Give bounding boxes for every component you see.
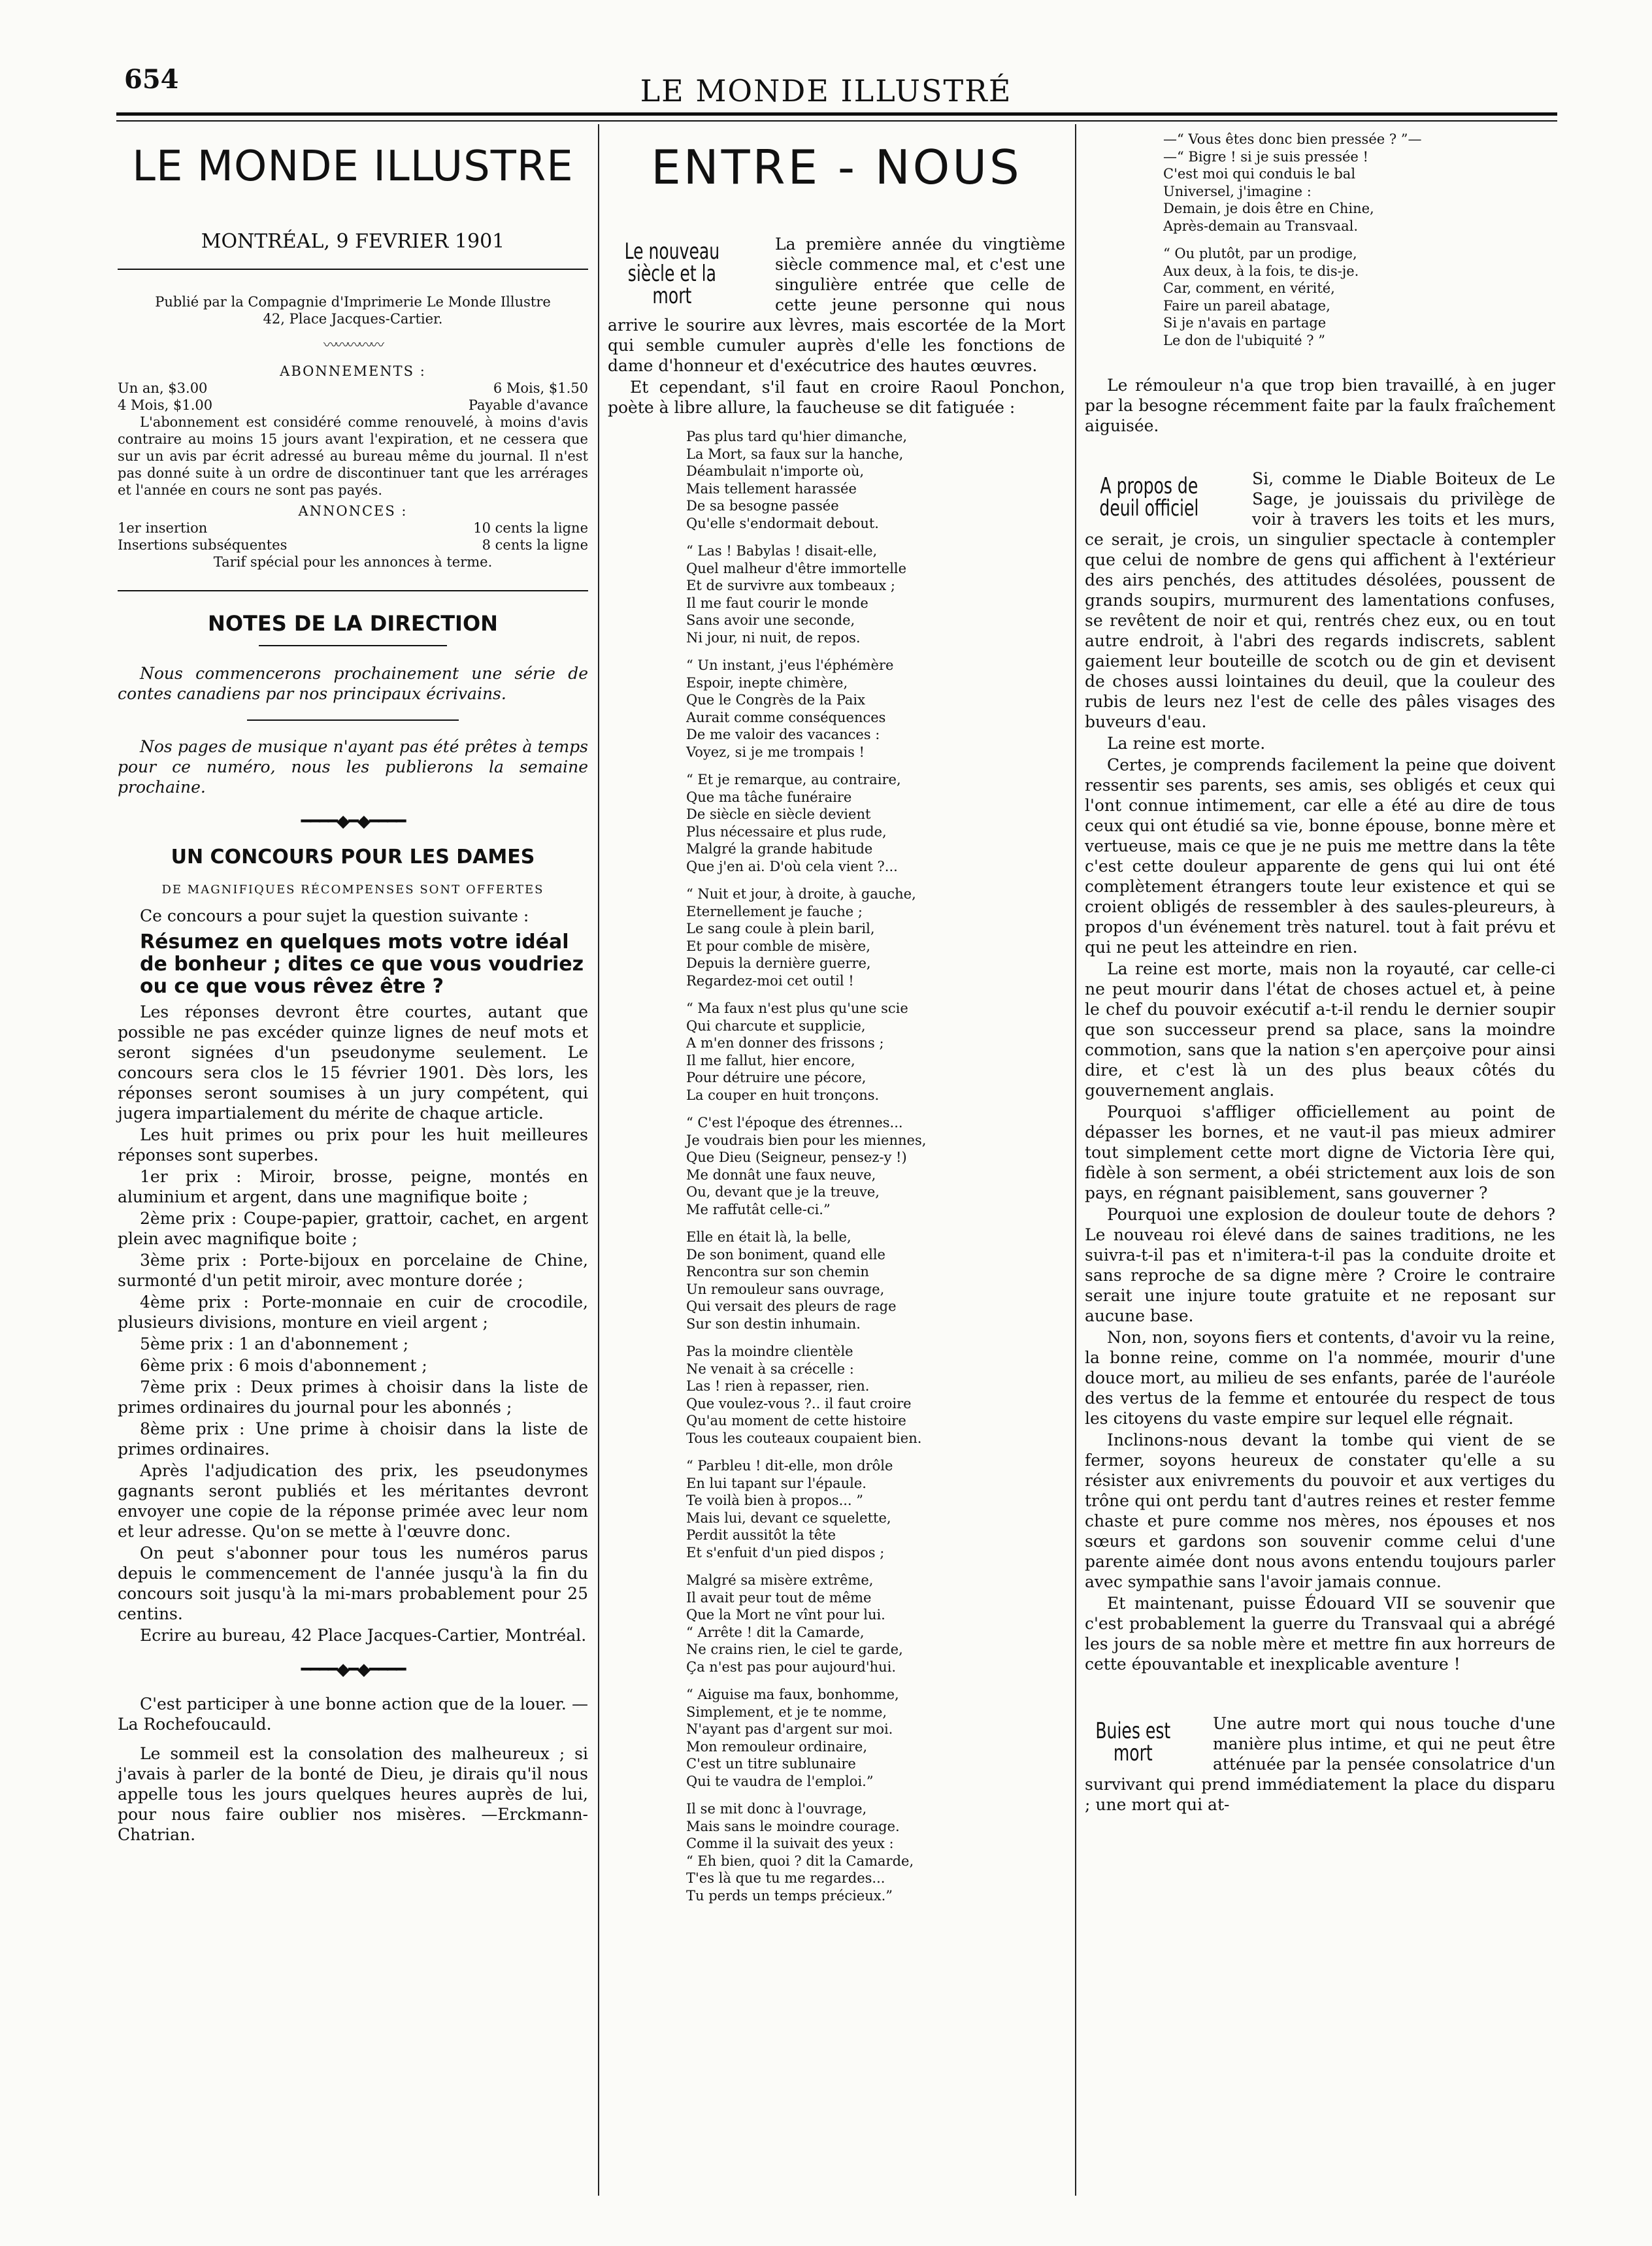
remouleur-paragraph: Le rémouleur n'a que trop bien travaillé, à en juger par la besogne récemment faite par la faulx fraîchement aiguisée. — [1085, 376, 1555, 435]
quote-erckmann-chatrian: Le sommeil est la consolation des malheureux ; si j'avais à parler de la bonté de Dieu, je dirais qu'il nous appelle tous les jours quelques heures auprès de lui, pour nous faire oublier nos misères. —Erckmann-Chatrian. — [118, 1744, 588, 1844]
poem — [608, 428, 1065, 1904]
poem-stanza: Malgré sa misère extrême, Il avait peur tout de même Que la Mort ne vînt pour lui. “ Arrête ! dit la Camarde, Ne crains rien, le ciel te garde, Ça n'est pas pour aujourd'hui. — [686, 1572, 903, 1675]
article-paragraph: Pourquoi s'affliger officiellement au point de dépasser les bornes, et ne vaut-il pas mieux admirer tout simplement cette mort digne de Victoria Ière qui, fidèle à son serment, a obéi strictement aux lois de son pays, en régnant paisiblement, sans gouverner ? — [1085, 1102, 1555, 1202]
side-heading: Le nouveau siècle et la mort — [624, 239, 720, 309]
article-paragraph: Non, non, soyons fiers et contents, d'avoir vu la reine, la bonne reine, comme on l'a nommée, mourir d'une douce mort, au milieu de ses enfants, parée de l'auréole des vertus de la femme et entourée du respect de tous les citoyens du vaste empire sur lequel elle régnait. — [1085, 1328, 1555, 1428]
note-paragraph: Nos pages de musique n'ayant pas été prêtes à temps pour ce numéro, nous les publierons la semaine prochaine. — [118, 737, 588, 797]
poem-stanza: “ C'est l'époque des étrennes... Je voudrais bien pour les miennes, Que Dieu (Seigneur, pensez-y !) Me donnât une faux neuve, Ou, devant que je la treuve, Me raffutât celle-ci.” — [686, 1115, 927, 1217]
contest-paragraph: Après l'adjudication des prix, les pseudonymes gagnants seront publiés et les méritantes devront envoyer une copie de la réponse primée avec leur nom et leur adresse. Qu'on se mette à l'œuvre donc. — [118, 1461, 588, 1541]
article-paragraph: Pourquoi une explosion de douleur toute de dehors ? Le nouveau roi élevé dans de saines traditions, ne les suivra-t-il pas et n'imitera-t-il pas la conduite droite et sans reproche de sa digne mère ? Croire le contraire serait une injure toute gratuite et ne reposant sur aucune base. — [1085, 1205, 1555, 1325]
subscription-row: 4 Mois, $1.00 Payable d'avance — [118, 397, 588, 413]
article-paragraph: Inclinons-nous devant la tombe qui vient de se fermer, soyons heureux de constater qu'elle a su résister aux enivrements du pouvoir et aux vertiges du trône qui ont perdu tant d'autres reines et rester femme chaste et pure comme nos mères, nos épouses et nos sœurs et gardons son souvenir comme celui d'une parente aimée dont nous avons entendu toujours parler avec sympathie sans l'avoir jamais connue. — [1085, 1430, 1555, 1591]
note-paragraph: Nous commencerons prochainement une série de contes canadiens par nos principaux écrivains. — [118, 664, 588, 703]
poem-stanza: —“ Vous êtes donc bien pressée ? ”— —“ Bigre ! si je suis pressée ! C'est moi qui conduis le bal Universel, j'imagine : Demain, je dois être en Chine, Après-demain au Transvaal. — [1163, 131, 1422, 234]
lead-paragraph: Et cependant, s'il faut en croire Raoul Ponchon, poète à libre allure, la faucheuse se dit fatiguée : — [608, 378, 1065, 417]
prize-item: 2ème prix : Coupe-papier, grattoir, cachet, en argent plein avec magnifique boite ; — [118, 1209, 588, 1248]
contest-paragraph: Les huit primes ou prix pour les huit meilleures réponses sont superbes. — [118, 1125, 588, 1164]
article-paragraph: La reine est morte. — [1107, 734, 1266, 753]
contest-subheading: DE MAGNIFIQUES RÉCOMPENSES SONT OFFERTES — [161, 883, 544, 897]
page-number: 654 — [124, 64, 179, 95]
poem-stanza: “ Parbleu ! dit-elle, mon drôle En lui tapant sur l'épaule. Te voilà bien à propos... ” Mais lui, devant ce squelette, Perdit aussitôt la tête Et s'enfuit d'un pied dispos ; — [686, 1458, 893, 1561]
short-rule — [259, 645, 447, 646]
contest-paragraph: On peut s'abonner pour tous les numéros parus depuis le commencement de l'année jusqu'à la fin du concours soit jusqu'à la mi-mars probablement pour 25 centins. — [118, 1544, 588, 1623]
prize-item: 3ème prix : Porte-bijoux en porcelaine de Chine, surmonté d'un petit miroir, avec monture dorée ; — [118, 1251, 588, 1290]
poem-stanza: Pas la moindre clientèle Ne venait à sa crécelle : Las ! rien à repasser, rien. Que voulez-vous ?.. il faut croire Qu'au moment de cette histoire Tous les couteaux coupaient bien. — [686, 1344, 922, 1446]
buies-paragraph: Une autre mort qui nous touche d'une manière plus intime, et qui ne peut être atténuée par la pensée consolatrice d'un survivant qui prend immédiatement la place du disparu ; une mort qui at- — [1085, 1714, 1555, 1814]
publisher-line: Publié par la Compagnie d'Imprimerie Le Monde Illustre — [155, 294, 551, 310]
masthead: LE MONDE ILLUSTRE — [132, 142, 574, 191]
contest-heading: UN CONCOURS POUR LES DAMES — [171, 846, 535, 868]
wave-ornament: 〰〰〰〰〰 — [323, 337, 382, 353]
prize-item: 7ème prix : Deux primes à choisir dans la liste de primes ordinaires du journal pour les abonnés ; — [118, 1378, 588, 1417]
ads-row: Insertions subséquentes 8 cents la ligne — [118, 537, 588, 553]
contest-intro: Ce concours a pour sujet la question suivante : — [140, 906, 529, 925]
prize-item: 4ème prix : Porte-monnaie en cuir de crocodile, plusieurs divisions, monture en vieil argent ; — [118, 1293, 588, 1332]
poem-stanza: “ Et je remarque, au contraire, Que ma tâche funéraire De siècle en siècle devient Plus nécessaire et plus rude, Malgré la grande habitude Que j'en ai. D'où cela vient ?... — [686, 772, 901, 874]
quote-rochefoucauld: C'est participer à une bonne action que de la louer. —La Rochefoucauld. — [118, 1694, 588, 1734]
subscription-row: Un an, $3.00 6 Mois, $1.50 — [118, 380, 588, 396]
article-paragraph: La reine est morte, mais non la royauté, car celle-ci ne peut mourir dans l'état de choses actuel et, à peine le chef du pouvoir exécutif a-t-il rendu le dernier soupir que son successeur prend sa place, sans la moindre commotion, sans que la nation s'en aperçoive pour ainsi dire, et c'est là un des plus beaux côtés du gouvernement anglais. — [1085, 959, 1555, 1100]
contest-question: Résumez en quelques mots votre idéal de bonheur ; dites ce que vous voudriez ou ce que vous rêvez être ? — [140, 931, 584, 998]
section-title: ENTRE - NOUS — [651, 140, 1022, 195]
poem-stanza: “ Ou plutôt, par un prodige, Aux deux, à la fois, te dis-je. Car, comment, en vérité, Faire un pareil abatage, Si je n'avais en partage Le don de l'ubiquité ? ” — [1163, 246, 1359, 348]
header-rule — [116, 112, 1557, 116]
deuil-block — [1085, 469, 1555, 732]
publisher-address: 42, Place Jacques-Cartier. — [263, 311, 443, 327]
subscriptions-heading: ABONNEMENTS : — [280, 363, 426, 379]
buies-block — [1085, 1713, 1555, 1815]
poem-stanza: Elle en était là, la belle, De son boniment, quand elle Rencontra sur son chemin Un remouleur sans ouvrage, Qui versait des pleurs de rage Sur son destin inhumain. — [686, 1229, 897, 1332]
prize-item: 5ème prix : 1 an d'abonnement ; — [140, 1334, 409, 1353]
ads-note: Tarif spécial pour les annonces à terme. — [213, 554, 493, 570]
section-rule — [118, 590, 588, 591]
side-heading: A propos de deuil officiel — [1099, 473, 1199, 521]
poem-stanza: “ Las ! Babylas ! disait-elle, Quel malheur d'être immortelle Et de survivre aux tombeaux ; Il me faut courir le monde Sans avoir une seconde, Ni jour, ni nuit, de repos. — [686, 543, 907, 646]
running-head: LE MONDE ILLUSTRÉ — [640, 73, 1012, 108]
side-heading: Buies est mort — [1095, 1718, 1171, 1766]
column-1 — [118, 131, 588, 1846]
dateline-rule — [118, 269, 588, 270]
dateline: MONTRÉAL, 9 FEVRIER 1901 — [201, 230, 505, 253]
poem-stanza: Pas plus tard qu'hier dimanche, La Mort, sa faux sur la hanche, Déambulait n'importe où, Mais tellement harassée De sa besogne passée Qu'elle s'endormait debout. — [686, 429, 908, 531]
lead-paragraph: La première année du vingtième siècle commence mal, et c'est une singulière entrée que celle de cette jeune personne qui nous arrive le sourire aux lèvres, mais escortée de la Mort qui semble cumuler auprès d'elle les fonctions de dame d'honneur et d'exécutrice des hautes œuvres. — [608, 235, 1065, 375]
prize-item: 1er prix : Miroir, brosse, peigne, montés en aluminium et argent, dans une magnifique boite ; — [118, 1167, 588, 1206]
prize-item: 8ème prix : Une prime à choisir dans la liste de primes ordinaires. — [118, 1419, 588, 1459]
short-rule — [247, 719, 459, 721]
subscription-note: L'abonnement est considéré comme renouvelé, à moins d'avis contraire au moins 15 jours avant l'expiration, et ne cessera que sur un avis par écrit adressé au bureau même du journal. Il n'est pas donné suite à un ordre de discontinuer tant que les arrérages et l'année en cours ne sont pas payés. — [118, 414, 588, 498]
deuil-paragraph: Si, comme le Diable Boiteux de Le Sage, je jouissais du privilège de voir à travers les toits et les murs, ce serait, je crois, un singulier spectacle à contempler que celui de nombre de gens qui affichent à l'extérieur des airs penchés, des attitudes désolées, poussent de grands soupirs, murmurent des lamentations confuses, se revêtent de noir et qui, rentrés chez eux, ou en tout autre endroit, à l'abri des regards indiscrets, sablent gaiement leur bouteille de scotch ou de gin et devisent de choses aussi lointaines du deuil, que la couleur des rubis de leurs nez l'est de celle des pâles visages des buveurs d'eau. — [1085, 469, 1555, 731]
notes-heading: NOTES DE LA DIRECTION — [208, 611, 498, 636]
header-rule-thin — [116, 120, 1557, 122]
contest-paragraph: Ecrire au bureau, 42 Place Jacques-Cartier, Montréal. — [140, 1626, 587, 1645]
poem-stanza: “ Un instant, j'eus l'éphémère Espoir, inepte chimère, Que le Congrès de la Paix Aurait comme conséquences De me valoir des vacances : Voyez, si je me trompais ! — [686, 657, 894, 760]
contest-paragraph: Les réponses devront être courtes, autant que possible ne pas excéder quinze lignes de neuf mots et seront signées d'un pseudonyme seulement. Le concours sera clos le 15 février 1901. Dès lors, les réponses seront soumises à un jury compétent, qui jugera impartialement du mérite de chaque article. — [118, 1002, 588, 1123]
poem-stanza: “ Aiguise ma faux, bonhomme, Simplement, et je te nomme, N'ayant pas d'argent sur moi. Mon remouleur ordinaire, C'est un titre sublunaire Qui te vaudra de l'emploi.” — [686, 1687, 899, 1789]
article-paragraph: Certes, je comprends facilement la peine que doivent ressentir ses parents, ses amis, ses obligés et ceux qui l'ont connue intimement, car elle a été au dire de tous ceux qui ont étudié sa vie, bonne épouse, bonne mère et vertueuse, mais ce que je ne puis me mettre dans la tête c'est cette douleur apparente de gens qui lui ont été complètement étrangers toute leur existence et qui se croient obligés de ressembler à des saules-pleureurs, à propos d'un événement très naturel. tout à fait prévu et qui ne peut les atteindre en rien. — [1085, 755, 1555, 957]
ornament-divider: ━━━━◆━◆━━━━ — [301, 1660, 405, 1679]
column-2 — [608, 131, 1065, 1915]
poem-stanza: Il se mit donc à l'ouvrage, Mais sans le moindre courage. Comme il la suivait des yeux : “ Eh bien, quoi ? dit la Camarde, T'es là que tu me regardes... Tu perds un temps précieux.” — [686, 1801, 914, 1904]
ornament-divider: ━━━━◆━◆━━━━ — [301, 812, 405, 831]
poem-stanza: “ Ma faux n'est plus qu'une scie Qui charcute et supplicie, A m'en donner des frissons ; Il me fallut, hier encore, Pour détruire une pécore, La couper en huit tronçons. — [686, 1000, 908, 1103]
article-paragraph: Et maintenant, puisse Édouard VII se souvenir que c'est probablement la guerre du Transvaal qui a abrégé les jours de sa noble mère et mettre fin aux horreurs de cette épouvantable et inexplicable aventure ! — [1085, 1594, 1555, 1674]
poem-stanza: “ Nuit et jour, à droite, à gauche, Eternellement je fauche ; Le sang coule à plein baril, Et pour comble de misère, Depuis la dernière guerre, Regardez-moi cet outil ! — [686, 886, 916, 989]
lead-block — [608, 234, 1065, 376]
ads-row: 1er insertion 10 cents la ligne — [118, 520, 588, 536]
prize-item: 6ème prix : 6 mois d'abonnement ; — [140, 1356, 427, 1375]
column-rule-1 — [598, 124, 599, 2196]
column-rule-2 — [1075, 124, 1076, 2196]
ads-heading: ANNONCES : — [298, 503, 408, 519]
column-3 — [1085, 131, 1555, 1816]
